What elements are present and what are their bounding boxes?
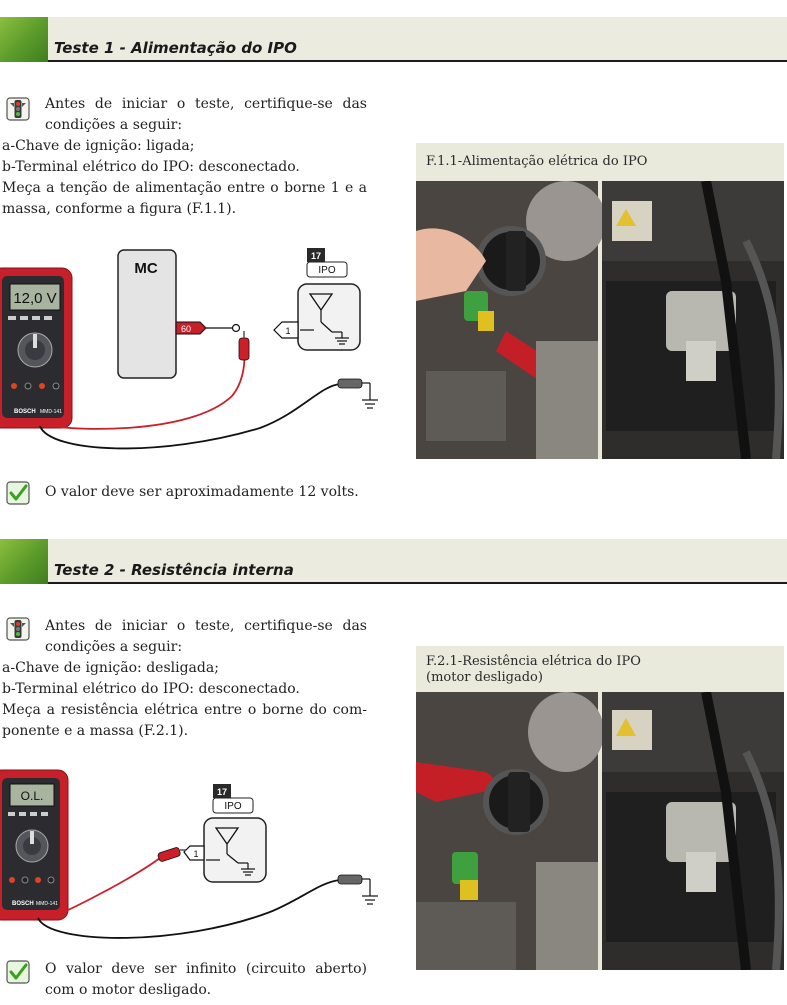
multimeter-2-model: MMD-141 xyxy=(36,901,58,907)
multimeter-2-display: O.L. xyxy=(20,789,44,803)
traffic-light-icon xyxy=(6,617,30,641)
section1-condition-a: a-Chave de ignição: ligada; xyxy=(2,138,195,154)
section2-measure-line1: Meça a resistência elétrica entre o borne do com- xyxy=(2,702,367,718)
section2-intro-line1: Antes de iniciar o teste, certifique-se das xyxy=(45,618,367,634)
section1-photo xyxy=(416,181,784,459)
section2-photo-frame xyxy=(416,646,784,970)
section1-photo-frame xyxy=(416,143,784,459)
section1-condition-b: b-Terminal elétrico do IPO: desconectado. xyxy=(2,159,300,175)
section2-intro-line2: condições a seguir: xyxy=(45,639,183,655)
section1-photo-caption: F.1.1-Alimentação elétrica do IPO xyxy=(426,154,648,169)
section1-measure-line2: massa, conforme a figura (F.1.1). xyxy=(2,201,237,217)
component-ipo-2-number: 17 xyxy=(216,787,228,797)
section2-result-line1: O valor deve ser infinito (circuito aberto) xyxy=(45,961,367,977)
section2-wiring-diagram xyxy=(0,760,400,950)
black-probe-2 xyxy=(38,875,378,938)
multimeter-1-model: MMD-141 xyxy=(40,409,62,415)
section2-header-accent xyxy=(0,539,48,584)
section1-header xyxy=(0,17,787,62)
red-probe-2 xyxy=(50,847,186,918)
black-probe-1 xyxy=(40,379,378,448)
section1-result: O valor deve ser aproximadamente 12 volts. xyxy=(45,484,359,500)
module-mc-label: MC xyxy=(134,260,158,277)
section1-header-accent xyxy=(0,17,48,62)
component-ipo-1-label: IPO xyxy=(318,265,336,276)
section2-condition-b: b-Terminal elétrico do IPO: desconectado. xyxy=(2,681,300,697)
section1-wiring-diagram xyxy=(0,238,400,458)
section2-condition-a: a-Chave de ignição: desligada; xyxy=(2,660,219,676)
section2-photo-caption-line1: F.2.1-Resistência elétrica do IPO xyxy=(426,654,641,669)
multimeter-2 xyxy=(0,770,68,920)
module-mc xyxy=(118,250,240,378)
component-ipo-2-label: IPO xyxy=(224,801,242,812)
component-ipo-1-pin: 1 xyxy=(285,326,291,336)
section2-photo xyxy=(416,692,784,970)
section2-photo-caption-line2: (motor desligado) xyxy=(426,670,543,685)
component-ipo-2-pin: 1 xyxy=(193,849,199,859)
check-mark-icon xyxy=(6,960,30,984)
traffic-light-icon xyxy=(6,97,30,121)
multimeter-2-brand: BOSCH xyxy=(12,901,34,907)
section1-intro-line2: condições a seguir: xyxy=(45,117,183,133)
section2-header xyxy=(0,539,787,584)
section1-measure-line1: Meça a tenção de alimentação entre o borne 1 e a xyxy=(2,180,367,196)
multimeter-1-display: 12,0 V xyxy=(13,290,57,307)
section1-intro-line1: Antes de iniciar o teste, certifique-se das xyxy=(45,96,367,112)
multimeter-1 xyxy=(0,268,72,428)
section2-result-line2: com o motor desligado. xyxy=(45,982,212,998)
multimeter-1-brand: BOSCH xyxy=(14,409,36,415)
section1-title: Teste 1 - Alimentação do IPO xyxy=(54,39,297,57)
module-mc-pin: 60 xyxy=(180,324,192,334)
check-mark-icon xyxy=(6,481,30,505)
component-ipo-2 xyxy=(184,784,266,882)
section2-measure-line2: ponente e a massa (F.2.1). xyxy=(2,723,189,739)
component-ipo-1-number: 17 xyxy=(310,251,322,261)
component-ipo-1 xyxy=(274,248,360,350)
section2-title: Teste 2 - Resistência interna xyxy=(54,561,294,579)
